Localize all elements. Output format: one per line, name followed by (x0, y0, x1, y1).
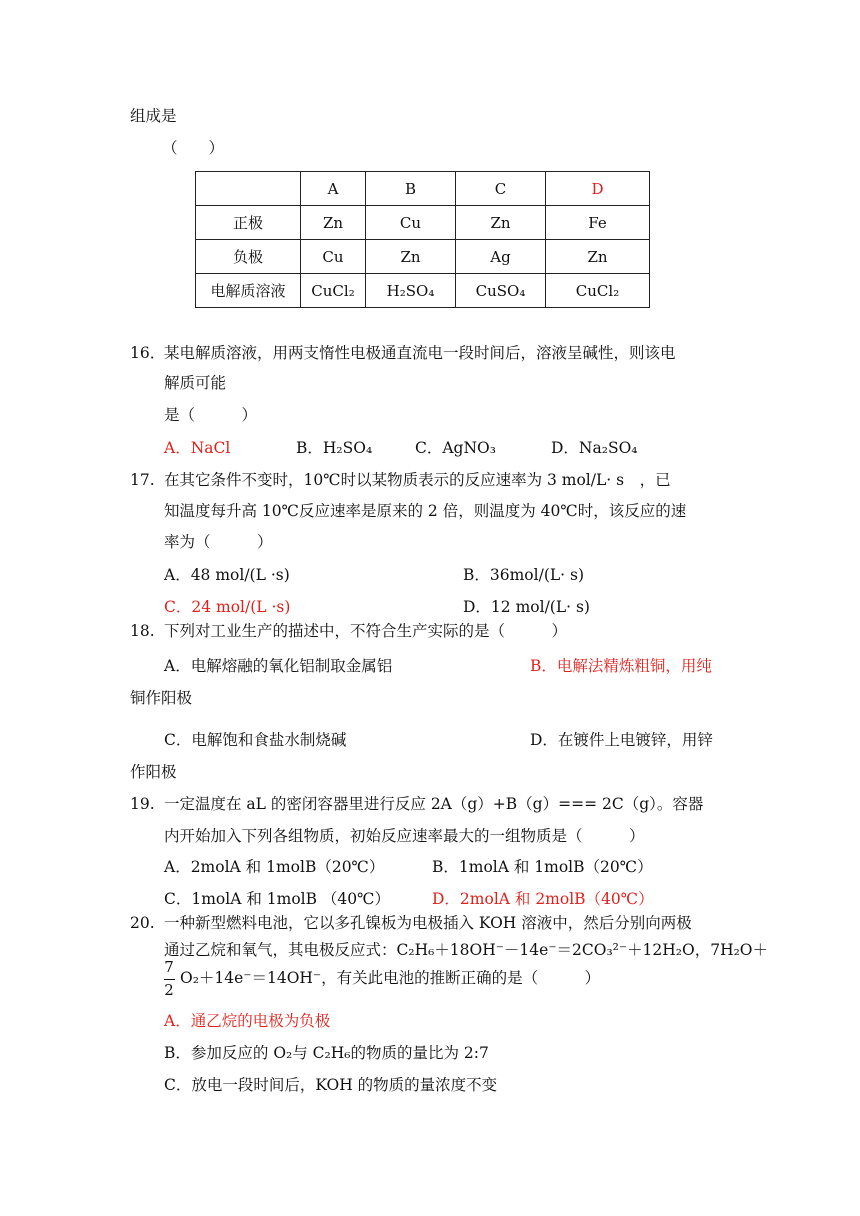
q20-line1: 一种新型燃料电池，它以多孔镍板为电极插入 KOH 溶液中，然后分别向两极 (164, 914, 692, 932)
q16-option-a: A．NaCl (164, 439, 231, 457)
electrode-table (195, 171, 650, 308)
q19-line2: 内开始加入下列各组物质，初始反应速率最大的一组物质是（ ） (164, 827, 645, 845)
table-cell: B (366, 172, 456, 206)
q18-line1: 下列对工业生产的描述中，不符合生产实际的是（ ） (164, 622, 568, 640)
q19-option-a: A．2molA 和 1molB（20℃） (164, 858, 385, 876)
q19-option-c: C．1molA 和 1molB （40℃） (164, 890, 390, 908)
table-cell: 正极 (196, 206, 301, 240)
q20-line2: 通过乙烷和氧气，其电极反应式：C₂H₆＋18OH⁻－14e⁻＝2CO₃²⁻＋12H₂O，7H₂O＋ (164, 941, 769, 959)
q19-line1: 一定温度在 aL 的密闭容器里进行反应 2A（g）+B（g）=== 2C（g）。容器 (164, 795, 704, 813)
q19-number: 19. (130, 795, 155, 813)
q20-fraction-bar (164, 979, 175, 980)
q20-line3: O₂＋14e⁻＝14OH⁻，有关此电池的推断正确的是（ ） (180, 969, 601, 987)
table-cell: Zn (546, 240, 650, 274)
q18-option-c: C．电解饱和食盐水制烧碱 (164, 731, 347, 749)
q17-option-c: C．24 mol/(L ·s) (164, 598, 291, 616)
table-cell: Cu (366, 206, 456, 240)
q18-option-d: D．在镀件上电镀锌，用锌 (530, 731, 713, 749)
table-row (196, 274, 650, 308)
intro-line1: 组成是 (130, 107, 177, 125)
q17-option-d: D．12 mol/(L· s) (463, 598, 590, 616)
table-cell (196, 172, 301, 206)
q17-line2: 知温度每升高 10℃反应速率是原来的 2 倍，则温度为 40℃时，该反应的速 (164, 502, 687, 520)
q20-option-c: C．放电一段时间后，KOH 的物质的量浓度不变 (164, 1076, 498, 1094)
q17-option-b: B．36mol/(L· s) (463, 566, 585, 584)
q18-option-d-cont: 作阳极 (130, 763, 177, 781)
table-row (196, 206, 650, 240)
table-row (196, 172, 650, 206)
q19-option-d: D．2molA 和 2molB（40℃） (432, 890, 654, 908)
q16-line1: 某电解质溶液，用两支惰性电极通直流电一段时间后，溶液呈碱性，则该电 (164, 344, 676, 362)
q18-option-a: A．电解熔融的氧化铝制取金属铝 (164, 657, 393, 675)
q20-option-b: B．参加反应的 O₂与 C₂H₆的物质的量比为 2:7 (164, 1044, 489, 1062)
q17-line1: 在其它条件不变时，10℃时以某物质表示的反应速率为 3 mol/L· s ，已 (164, 471, 671, 489)
table-cell: D (546, 172, 650, 206)
q17-number: 17. (130, 471, 155, 489)
table-cell: 负极 (196, 240, 301, 274)
table-row (196, 240, 650, 274)
table-cell: Zn (301, 206, 366, 240)
q20-fraction-denominator: 2 (164, 981, 174, 999)
q20-option-a: A．通乙烷的电极为负极 (164, 1012, 331, 1030)
q16-number: 16． (130, 344, 166, 362)
table-cell: Cu (301, 240, 366, 274)
table-cell: Zn (456, 206, 546, 240)
table-cell: Ag (456, 240, 546, 274)
q16-line2: 解质可能 (164, 374, 227, 392)
q16-option-b: B．H₂SO₄ (296, 439, 373, 457)
q16-option-d: D．Na₂SO₄ (551, 439, 638, 457)
q20-fraction-numerator: 7 (164, 958, 174, 976)
table-cell: C (456, 172, 546, 206)
q18-number: 18. (130, 622, 155, 640)
table-cell: Fe (546, 206, 650, 240)
q17-option-a: A．48 mol/(L ·s) (164, 566, 290, 584)
q17-line3: 率为（ ） (164, 533, 273, 551)
table-cell: H₂SO₄ (366, 274, 456, 308)
table-cell: CuCl₂ (301, 274, 366, 308)
q18-option-b: B．电解法精炼粗铜，用纯 (530, 657, 712, 675)
table-cell: A (301, 172, 366, 206)
q16-line3: 是（ ） (164, 406, 258, 424)
q18-option-b-cont: 铜作阳极 (130, 689, 193, 707)
table-cell: CuCl₂ (546, 274, 650, 308)
q16-option-c: C．AgNO₃ (415, 439, 496, 457)
table-cell: 电解质溶液 (196, 274, 301, 308)
q20-number: 20. (130, 914, 155, 932)
table-cell: Zn (366, 240, 456, 274)
q19-option-b: B．1molA 和 1molB（20℃） (432, 858, 653, 876)
intro-answer-blank: （ ） (162, 139, 225, 157)
table-cell: CuSO₄ (456, 274, 546, 308)
